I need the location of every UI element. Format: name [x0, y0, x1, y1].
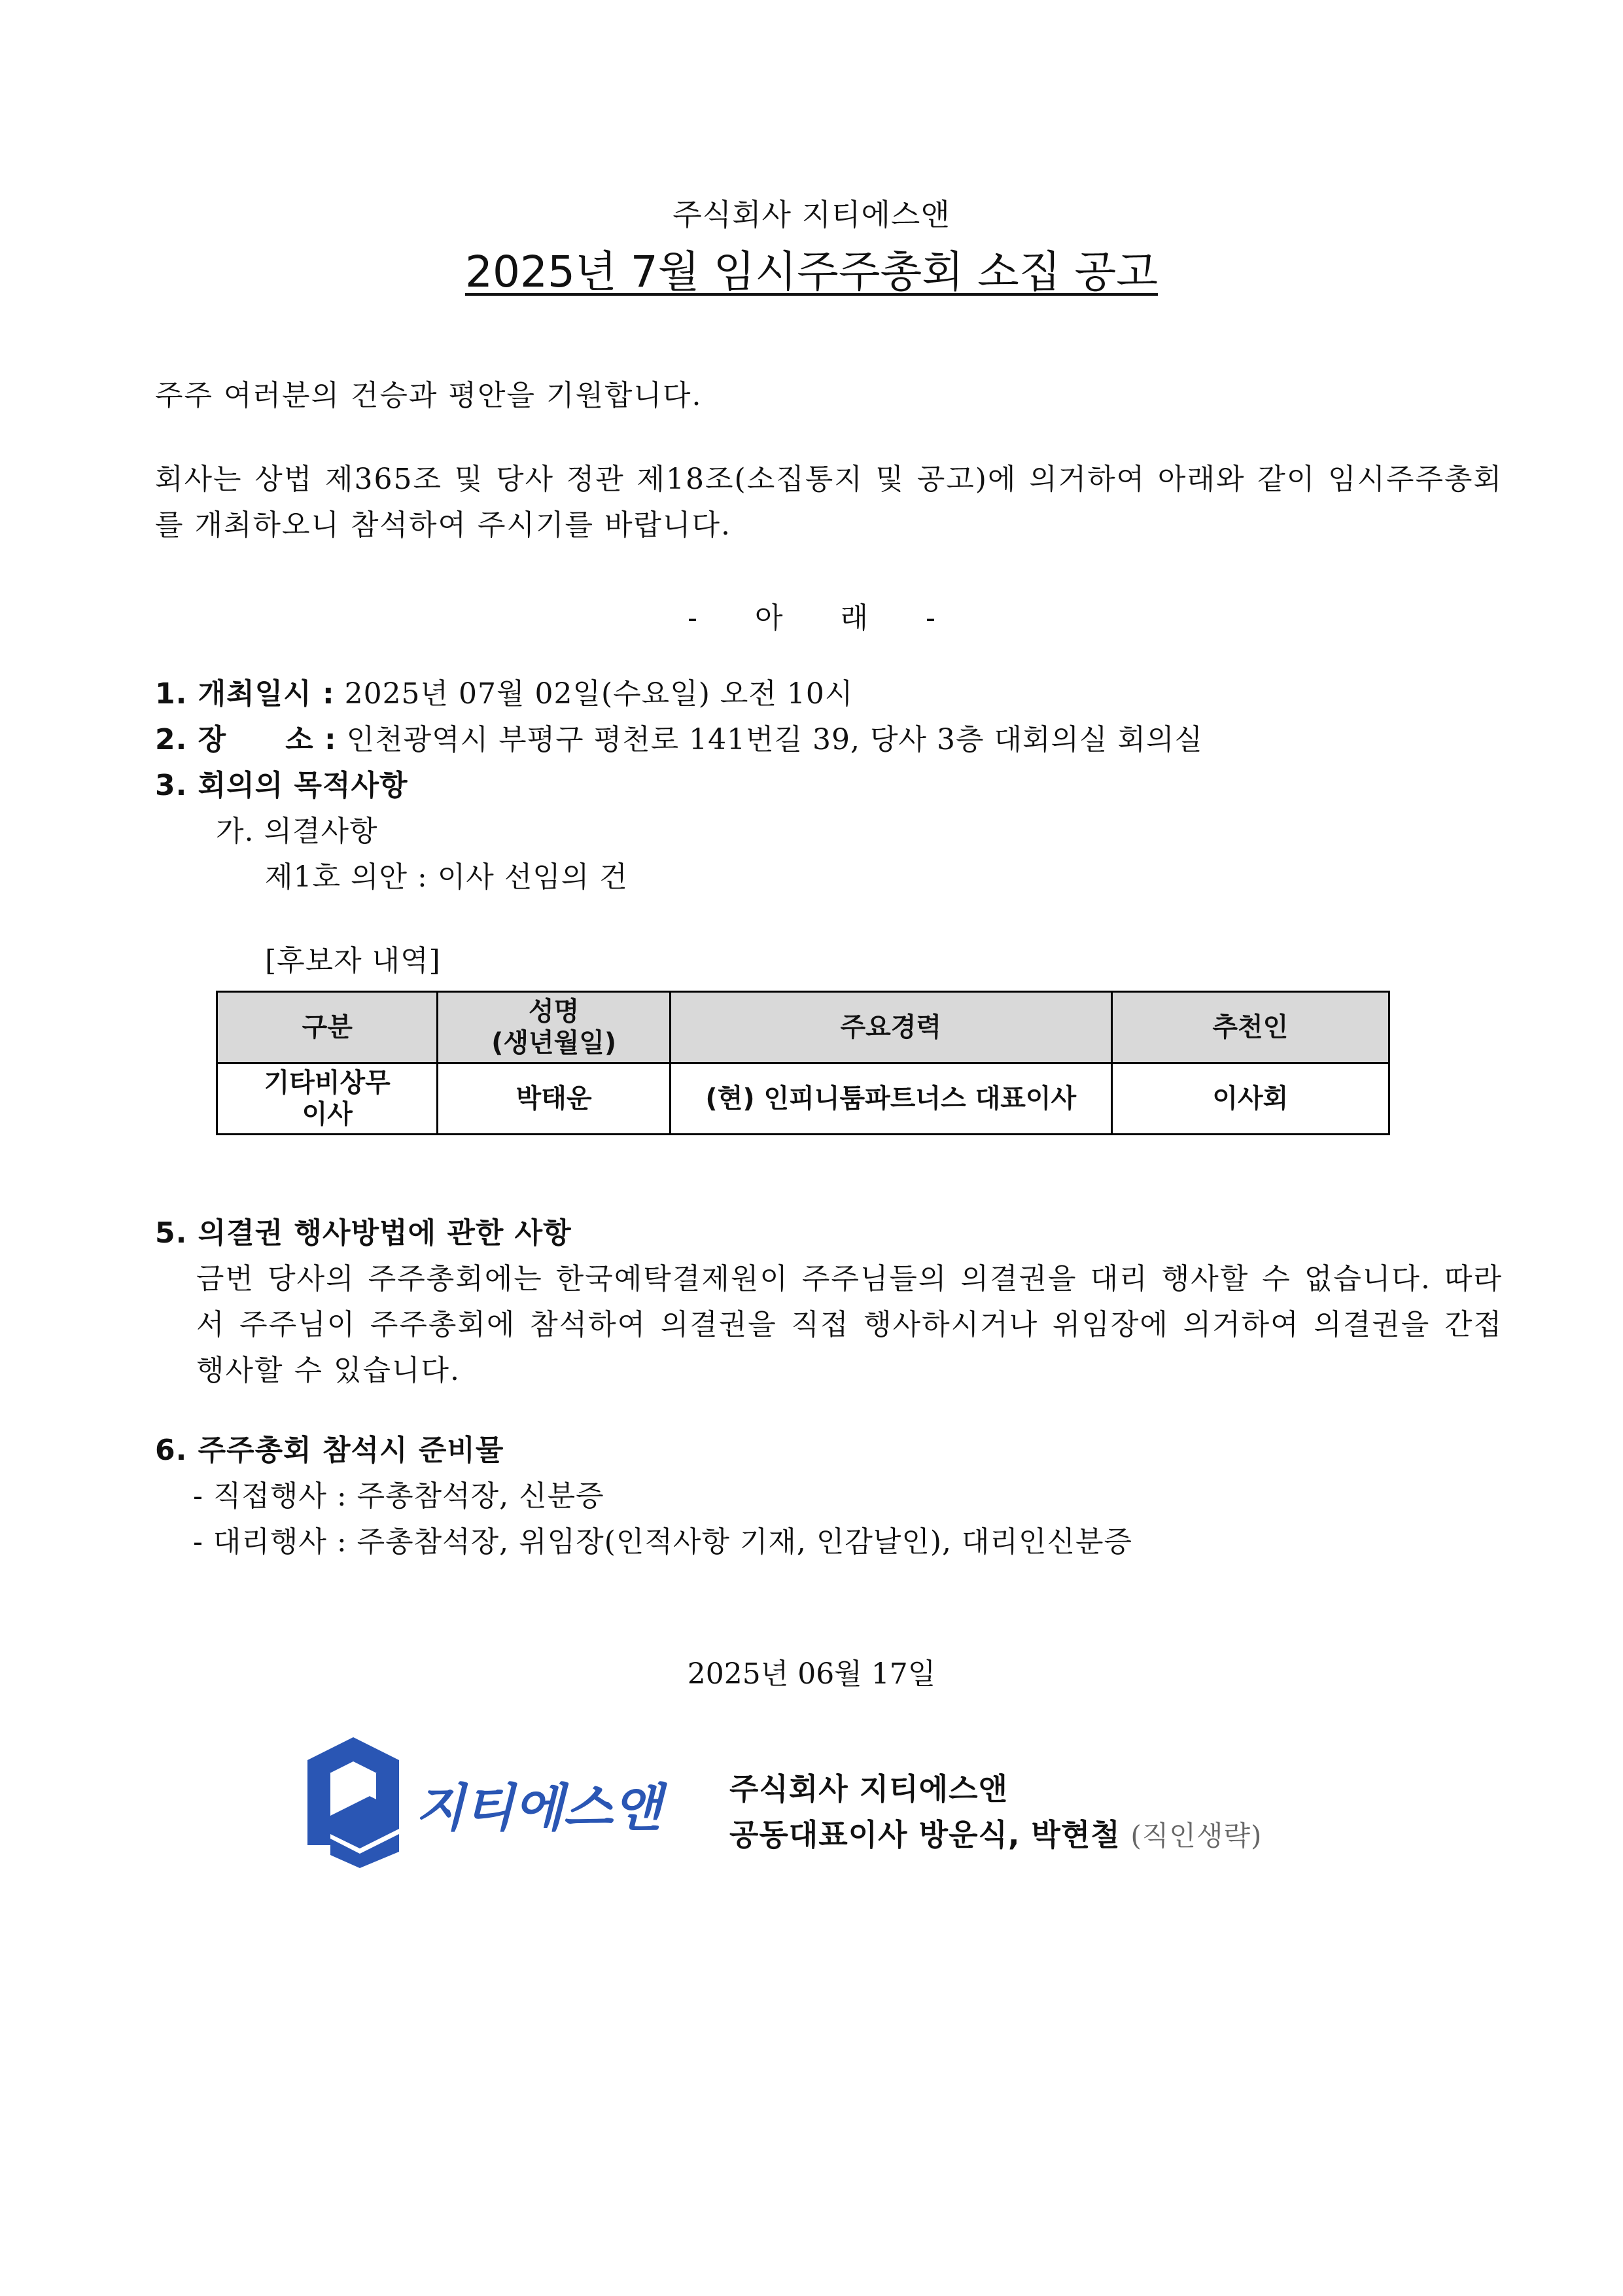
cell-recommender: 이사회 [1111, 1063, 1389, 1135]
company-heading: 주식회사 지티에스앤 [672, 197, 951, 232]
signature-ceo: 공동대표이사 방운식, 박현철 [729, 1817, 1121, 1852]
candidate-table-header [217, 992, 1389, 1063]
prep-heading: 6. 주주총회 참석시 준비물 [155, 1434, 504, 1467]
voting-heading: 5. 의결권 행사방법에 관한 사항 [155, 1216, 572, 1250]
signature-ceo-line [729, 1811, 1262, 1854]
agenda-subheading: 가. 의결사항 [216, 815, 378, 848]
header-career: 주요경력 [670, 992, 1111, 1063]
meeting-date-value: 2025년 07월 02일(수요일) 오전 10시 [344, 677, 854, 711]
candidate-table [216, 991, 1390, 1135]
agenda-item: 제1호 의안 : 이사 선임의 건 [265, 860, 628, 894]
meeting-place-label: 2. 장 소 : [155, 723, 337, 756]
greeting-paragraph: 주주 여러분의 건승과 평안을 기원합니다. [155, 379, 703, 412]
meeting-date-line [155, 671, 853, 717]
header-name: 성명 (생년월일) [438, 992, 670, 1063]
cell-career: (현) 인피니툼파트너스 대표이사 [670, 1063, 1111, 1135]
cell-name: 박태운 [438, 1063, 670, 1135]
signature-company: 주식회사 지티에스앤 [729, 1771, 1008, 1807]
prep-direct: - 직접행사 : 주총참석장, 신분증 [193, 1479, 604, 1513]
document-title [0, 237, 1623, 299]
table-row [217, 1063, 1389, 1135]
seal-omitted-note: (직인생략) [1130, 1820, 1263, 1852]
below-marker: - 아 래 - [688, 601, 935, 635]
agenda-heading: 3. 회의의 목적사항 [155, 769, 408, 802]
meeting-place-value: 인천광역시 부평구 평천로 141번길 39, 당사 3층 대회의실 회의실 [346, 723, 1204, 756]
document-title-text: 2025년 7월 임시주주총회 소집 공고 [465, 247, 1158, 297]
header-recommender: 추천인 [1111, 992, 1389, 1063]
company-logo [307, 1737, 687, 1868]
meeting-place-line [155, 717, 1203, 763]
prep-proxy: - 대리행사 : 주총참석장, 위임장(인적사항 기재, 인감날인), 대리인신분증 [193, 1525, 1132, 1559]
candidates-label: [후보자 내역] [265, 944, 441, 978]
cell-category: 기타비상무 이사 [217, 1063, 438, 1135]
notice-date: 2025년 06월 17일 [687, 1657, 936, 1691]
header-category: 구분 [217, 992, 438, 1063]
meeting-date-label: 1. 개최일시 : [155, 677, 335, 711]
logo-wordmark: 지티에스앤 [415, 1779, 662, 1838]
voting-paragraph: 금번 당사의 주주총회에는 한국예탁결제원이 주주님들의 의결권을 대리 행사할 수 없습니다. 따라서 주주님이 주주총회에 참석하여 의결권을 직접 행사하시거나 위임장에 의거하여 의결권을 간접 행사할 수 있습니다. [196, 1262, 1503, 1387]
intro-paragraph: 회사는 상법 제365조 및 당사 정관 제18조(소집통지 및 공고)에 의거하여 아래와 같이 임시주주총회를 개최하오니 참석하여 주시기를 바랍니다. [155, 463, 1503, 542]
